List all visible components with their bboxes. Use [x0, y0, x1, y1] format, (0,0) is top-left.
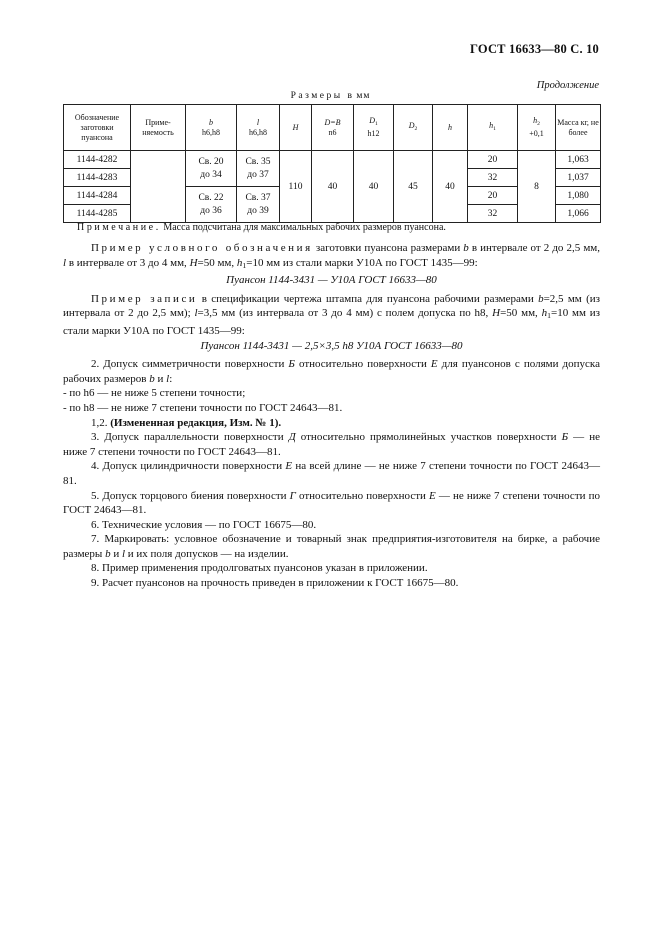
text-run: =10 мм из стали марки У10А по ГОСТ 1435—99: — [63, 307, 600, 337]
cell-D2: 45 — [394, 151, 433, 223]
var-b: b — [538, 292, 544, 305]
cell-designation: 1144-4283 — [64, 169, 131, 187]
body-text — [63, 241, 600, 591]
header-l-symbol: l — [256, 117, 260, 127]
header-D1 — [354, 105, 394, 151]
var-h1-subscript: 1 — [242, 260, 247, 270]
edition-label: (Измененная редакция, Изм. № 1). — [110, 416, 282, 429]
b-group-2-to: до 36 — [200, 205, 222, 216]
sizes-caption — [0, 91, 661, 101]
surface-label: Д — [288, 431, 296, 444]
text-run: 7. Маркировать: условное обозначение и товарный знак предприятия-изготовителя на бирке, а рабочие размеры — [63, 533, 600, 560]
note-text: Масса подсчитана для максимальных рабочих размеров пуансона. — [163, 222, 446, 233]
l-group-2-from: Св. 37 — [245, 192, 271, 203]
header-H — [280, 105, 312, 151]
text-run: относительно поверхности — [295, 489, 430, 502]
cell-mass: 1,063 — [556, 151, 601, 169]
table-note — [63, 221, 600, 236]
l-group-1-from: Св. 35 — [245, 156, 271, 167]
surface-label: Е — [430, 358, 438, 371]
header-applicability: Приме-няемость — [131, 105, 186, 151]
item-5 — [63, 489, 600, 518]
b-group-1-from: Св. 20 — [198, 156, 224, 167]
text-run: относительно поверхности — [294, 358, 431, 371]
table-header-row — [64, 105, 601, 151]
surface-label: Г — [289, 489, 296, 502]
b-group-1-to: до 34 — [200, 169, 222, 180]
cell-h2: 8 — [518, 151, 556, 223]
cell-D-B: 40 — [312, 151, 354, 223]
text-run: =10 мм из стали марки У10А по ГОСТ 1435—99: — [246, 256, 478, 269]
header-h2-subscript: 2 — [537, 121, 540, 127]
var-l: l — [121, 547, 126, 560]
example-record-paragraph — [63, 292, 600, 339]
var-l: l — [166, 372, 170, 385]
var-H: H — [492, 307, 501, 320]
header-l — [237, 105, 280, 151]
cell-l-group-1 — [237, 151, 280, 187]
header-D1-tolerance: h12 — [367, 129, 380, 138]
cell-designation: 1144-4285 — [64, 205, 131, 223]
item-8: 8. Пример применения продолговатых пуансонов указан в приложении. — [91, 562, 428, 575]
cell-H: 110 — [280, 151, 312, 223]
header-h2-symbol: h — [533, 116, 538, 125]
var-b: b — [105, 547, 111, 560]
var-l: l — [63, 256, 67, 269]
cell-b-group-2 — [186, 187, 237, 223]
header-h1 — [468, 105, 518, 151]
header-h2-tolerance: +0,1 — [529, 129, 544, 138]
example-designation-paragraph — [63, 241, 600, 273]
note-label: Примечание. — [77, 222, 161, 233]
var-b: b — [149, 372, 155, 385]
text-run: — не ниже 7 степени точности по ГОСТ 24643—81. — [63, 431, 600, 458]
page-header: ГОСТ 16633—80 С. 10 — [470, 42, 599, 56]
item-3 — [63, 430, 600, 459]
header-h-symbol: h — [448, 122, 452, 132]
text-run: в спецификации чертежа штампа для пуансона рабочими размерами — [197, 292, 539, 305]
header-D-B — [312, 105, 354, 151]
item-4 — [63, 459, 600, 488]
item-2 — [63, 357, 600, 386]
header-mass: Масса кг, не более — [556, 105, 601, 151]
cell-h1: 20 — [468, 187, 518, 205]
cell-h: 40 — [433, 151, 468, 223]
text-run: и их поля допусков — на изделии. — [125, 547, 289, 560]
header-D1-subscript: 1 — [374, 121, 378, 127]
sizes-caption-unit: в мм — [347, 91, 371, 101]
header-h2 — [518, 105, 556, 151]
cell-mass: 1,066 — [556, 205, 601, 223]
text-run: и — [154, 372, 167, 385]
header-H-symbol: H — [292, 122, 299, 132]
example-record-lead: Пример записи — [91, 292, 198, 305]
text-run: =50 мм, — [500, 307, 542, 320]
header-designation: Обозначение заготовки пуансона — [64, 105, 131, 151]
text-run: и — [110, 547, 122, 560]
text-run: в интервале от 2 до 2,5 мм, — [468, 242, 600, 254]
surface-label: Е — [429, 489, 436, 502]
text-run: =2,5 мм (из интервала от 2 до 2,5 мм); — [63, 292, 600, 320]
header-D2-subscript: 2 — [414, 126, 418, 132]
cell-mass: 1,080 — [556, 187, 601, 205]
edition-note — [63, 416, 600, 431]
item-2-h6: - по h6 — не ниже 5 степени точности; — [63, 387, 246, 400]
text-run: 3. Допуск параллельности поверхности — [91, 431, 289, 444]
var-H: H — [189, 256, 198, 269]
table-row — [64, 151, 601, 169]
header-b — [186, 105, 237, 151]
surface-label: Б — [561, 431, 569, 444]
text-run: на всей длине — не ниже 7 степени точности по ГОСТ 24643—81. — [63, 460, 600, 487]
sizes-caption-label: Размеры — [290, 91, 343, 101]
surface-label: Б — [288, 358, 295, 371]
cell-D1: 40 — [354, 151, 394, 223]
text-run: заготовки пуансона размерами — [312, 242, 464, 254]
header-b-symbol: b — [209, 117, 213, 127]
text-run: для пуансонов с полями допуска рабочих размеров — [63, 358, 600, 385]
text-run: : — [169, 372, 173, 385]
surface-label: Е — [285, 460, 293, 473]
text-run: в интервале от 3 до 4 мм, — [66, 256, 190, 269]
cell-applicability — [131, 151, 186, 223]
cell-h1: 20 — [468, 151, 518, 169]
item-2-h8: - по h8 — не ниже 7 степени точности по ГОСТ 24643—81. — [63, 401, 343, 414]
dimensions-table — [63, 104, 601, 223]
text-run: 2. Допуск симметричности поверхности — [91, 358, 289, 371]
cell-l-group-2 — [237, 187, 280, 223]
header-D-B-tolerance: n6 — [328, 127, 337, 137]
text-run: 5. Допуск торцового биения поверхности — [91, 489, 290, 502]
item-9: 9. Расчет пуансонов на прочность приведен в приложении к ГОСТ 16675—80. — [91, 577, 459, 590]
l-group-2-to: до 39 — [247, 205, 269, 216]
text-run: — не ниже 7 степени точности по ГОСТ 24643—81. — [63, 489, 600, 517]
header-D2 — [394, 105, 433, 151]
header-h1-symbol: h — [489, 121, 494, 130]
header-D2-symbol: D — [408, 121, 415, 130]
text-run: =50 мм, — [197, 256, 237, 269]
example-designation-formula: Пуансон 1144-3431 — У10А ГОСТ 16633—80 — [226, 274, 437, 287]
text-run: 1,2. — [91, 416, 111, 429]
cell-b-group-1 — [186, 151, 237, 187]
text-run: 4. Допуск цилиндричности поверхности — [91, 460, 286, 473]
var-l: l — [194, 307, 198, 320]
item-6: 6. Технические условия — по ГОСТ 16675—80. — [91, 518, 317, 531]
header-D-B-symbol: D=B — [324, 117, 341, 127]
example-designation-lead: Пример условного обозначения — [91, 242, 313, 254]
b-group-2-from: Св. 22 — [198, 192, 224, 203]
l-group-1-to: до 37 — [247, 169, 269, 180]
var-h1: h — [541, 307, 548, 320]
header-l-tolerance: h6,h8 — [249, 127, 267, 137]
text-run: относительно прямолинейных участков поверхности — [295, 431, 562, 444]
header-b-tolerance: h6,h8 — [202, 127, 220, 137]
var-h1: h — [236, 256, 243, 269]
cell-designation: 1144-4284 — [64, 187, 131, 205]
header-h — [433, 105, 468, 151]
cell-mass: 1,037 — [556, 169, 601, 187]
item-7 — [63, 532, 600, 561]
var-b: b — [463, 242, 469, 254]
header-D1-symbol: D — [369, 116, 375, 125]
header-h1-subscript: 1 — [493, 126, 496, 132]
var-h1-subscript: 1 — [547, 311, 551, 321]
cell-designation: 1144-4282 — [64, 151, 131, 169]
continuation-label: Продолжение — [536, 80, 599, 91]
cell-h1: 32 — [468, 169, 518, 187]
example-record-formula: Пуансон 1144-3431 — 2,5×3,5 h8 У10А ГОСТ 16633—80 — [200, 339, 463, 352]
cell-h1: 32 — [468, 205, 518, 223]
text-run: =3,5 мм (из интервала от 3 до 4 мм) с полем допуска по h8, — [197, 307, 493, 320]
